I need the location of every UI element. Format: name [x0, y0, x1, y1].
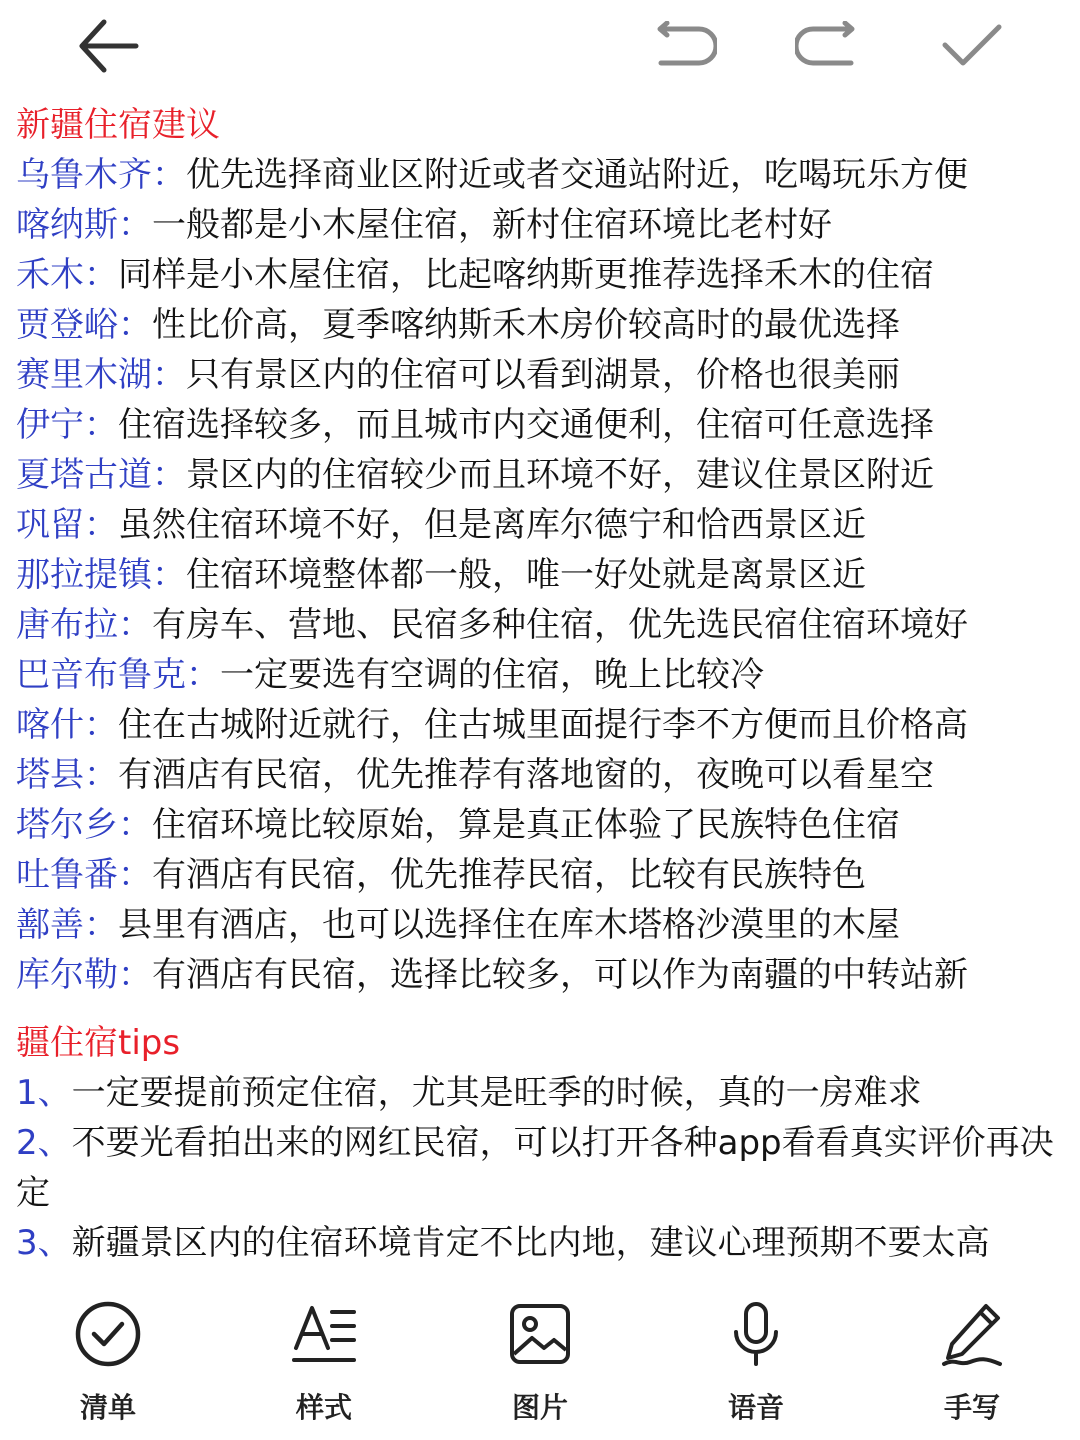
arrow-left-icon	[76, 14, 140, 78]
place-advice: 住宿环境整体都一般，唯一好处就是离景区近	[186, 555, 866, 595]
tips-list	[16, 1068, 1066, 1268]
place-advice: 住宿选择较多，而且城市内交通便利，住宿可任意选择	[118, 405, 934, 445]
list-item	[16, 600, 1066, 650]
note-editor[interactable]	[16, 100, 1066, 1268]
place-advice: 县里有酒店，也可以选择住在库木塔格沙漠里的木屋	[118, 905, 900, 945]
list-item	[16, 350, 1066, 400]
place-name: 塔尔乡：	[16, 805, 152, 845]
tip-number: 1、	[16, 1073, 72, 1113]
undo-icon	[651, 21, 717, 71]
list-item	[16, 400, 1066, 450]
tip-item	[16, 1218, 1066, 1268]
checklist-label: 清单	[79, 1391, 136, 1424]
place-name: 吐鲁番：	[16, 855, 152, 895]
tip-item	[16, 1068, 1066, 1118]
list-item	[16, 200, 1066, 250]
style-label: 样式	[295, 1391, 352, 1424]
place-name: 巴音布鲁克：	[16, 655, 220, 695]
place-advice: 景区内的住宿较少而且环境不好，建议住景区附近	[186, 455, 934, 495]
confirm-button[interactable]	[936, 14, 1008, 78]
handwriting-label: 手写	[943, 1391, 1000, 1424]
list-item	[16, 750, 1066, 800]
list-item	[16, 900, 1066, 950]
voice-label: 语音	[727, 1391, 784, 1424]
voice-button[interactable]	[691, 1298, 821, 1428]
tip-text: 不要光看拍出来的网红民宿，可以打开各种app看看真实评价再决定	[16, 1123, 1054, 1213]
note-heading: 新疆住宿建议	[16, 105, 220, 145]
image-icon	[504, 1298, 576, 1370]
list-item	[16, 800, 1066, 850]
place-advice: 住在古城附近就行，住古城里面提行李不方便而且价格高	[118, 705, 968, 745]
place-name: 塔县：	[16, 755, 118, 795]
redo-icon	[795, 21, 861, 71]
list-item	[16, 250, 1066, 300]
checklist-icon	[72, 1298, 144, 1370]
checklist-button[interactable]	[43, 1298, 173, 1428]
handwriting-button[interactable]	[907, 1298, 1037, 1428]
list-item	[16, 650, 1066, 700]
check-icon	[939, 21, 1005, 71]
tips-heading: 疆住宿tips	[16, 1023, 181, 1063]
place-name: 鄯善：	[16, 905, 118, 945]
place-name: 库尔勒：	[16, 955, 152, 995]
place-advice: 有酒店有民宿，优先推荐有落地窗的，夜晚可以看星空	[118, 755, 934, 795]
place-advice: 有房车、营地、民宿多种住宿，优先选民宿住宿环境好	[152, 605, 968, 645]
tip-number: 3、	[16, 1223, 72, 1263]
place-advice: 有酒店有民宿，选择比较多，可以作为南疆的中转站新	[152, 955, 968, 995]
place-advice: 一般都是小木屋住宿，新村住宿环境比老村好	[152, 205, 832, 245]
place-name: 唐布拉：	[16, 605, 152, 645]
text-style-icon	[288, 1298, 360, 1370]
tip-number: 2、	[16, 1123, 72, 1163]
place-advice: 住宿环境比较原始，算是真正体验了民族特色住宿	[152, 805, 900, 845]
back-button[interactable]	[72, 14, 144, 78]
tip-item	[16, 1118, 1066, 1218]
place-name: 那拉提镇：	[16, 555, 186, 595]
list-item	[16, 950, 1066, 1000]
place-advice: 只有景区内的住宿可以看到湖景，价格也很美丽	[186, 355, 900, 395]
place-name: 伊宁：	[16, 405, 118, 445]
tip-text: 一定要提前预定住宿，尤其是旺季的时候，真的一房难求	[71, 1073, 922, 1113]
accommodation-list	[16, 150, 1066, 1000]
place-name: 乌鲁木齐：	[16, 155, 186, 195]
list-item	[16, 550, 1066, 600]
place-advice: 同样是小木屋住宿，比起喀纳斯更推荐选择禾木的住宿	[118, 255, 934, 295]
style-button[interactable]	[259, 1298, 389, 1428]
image-label: 图片	[511, 1391, 568, 1424]
place-advice: 性比价高，夏季喀纳斯禾木房价较高时的最优选择	[152, 305, 900, 345]
redo-button[interactable]	[792, 14, 864, 78]
bottom-toolbar	[0, 1290, 1080, 1440]
undo-button[interactable]	[648, 14, 720, 78]
place-advice: 一定要选有空调的住宿，晚上比较冷	[220, 655, 764, 695]
list-item	[16, 300, 1066, 350]
place-name: 赛里木湖：	[16, 355, 186, 395]
place-name: 巩留：	[16, 505, 118, 545]
place-advice: 虽然住宿环境不好，但是离库尔德宁和恰西景区近	[118, 505, 866, 545]
place-name: 贾登峪：	[16, 305, 152, 345]
place-advice: 有酒店有民宿，优先推荐民宿，比较有民族特色	[152, 855, 866, 895]
place-name: 禾木：	[16, 255, 118, 295]
list-item	[16, 700, 1066, 750]
list-item	[16, 850, 1066, 900]
place-name: 喀什：	[16, 705, 118, 745]
list-item	[16, 450, 1066, 500]
image-button[interactable]	[475, 1298, 605, 1428]
list-item	[16, 500, 1066, 550]
top-toolbar	[0, 0, 1080, 96]
place-advice: 优先选择商业区附近或者交通站附近，吃喝玩乐方便	[186, 155, 968, 195]
place-name: 喀纳斯：	[16, 205, 152, 245]
handwriting-pen-icon	[936, 1298, 1008, 1370]
place-name: 夏塔古道：	[16, 455, 186, 495]
microphone-icon	[720, 1298, 792, 1370]
tip-text: 新疆景区内的住宿环境肯定不比内地，建议心理预期不要太高	[71, 1223, 990, 1263]
list-item	[16, 150, 1066, 200]
